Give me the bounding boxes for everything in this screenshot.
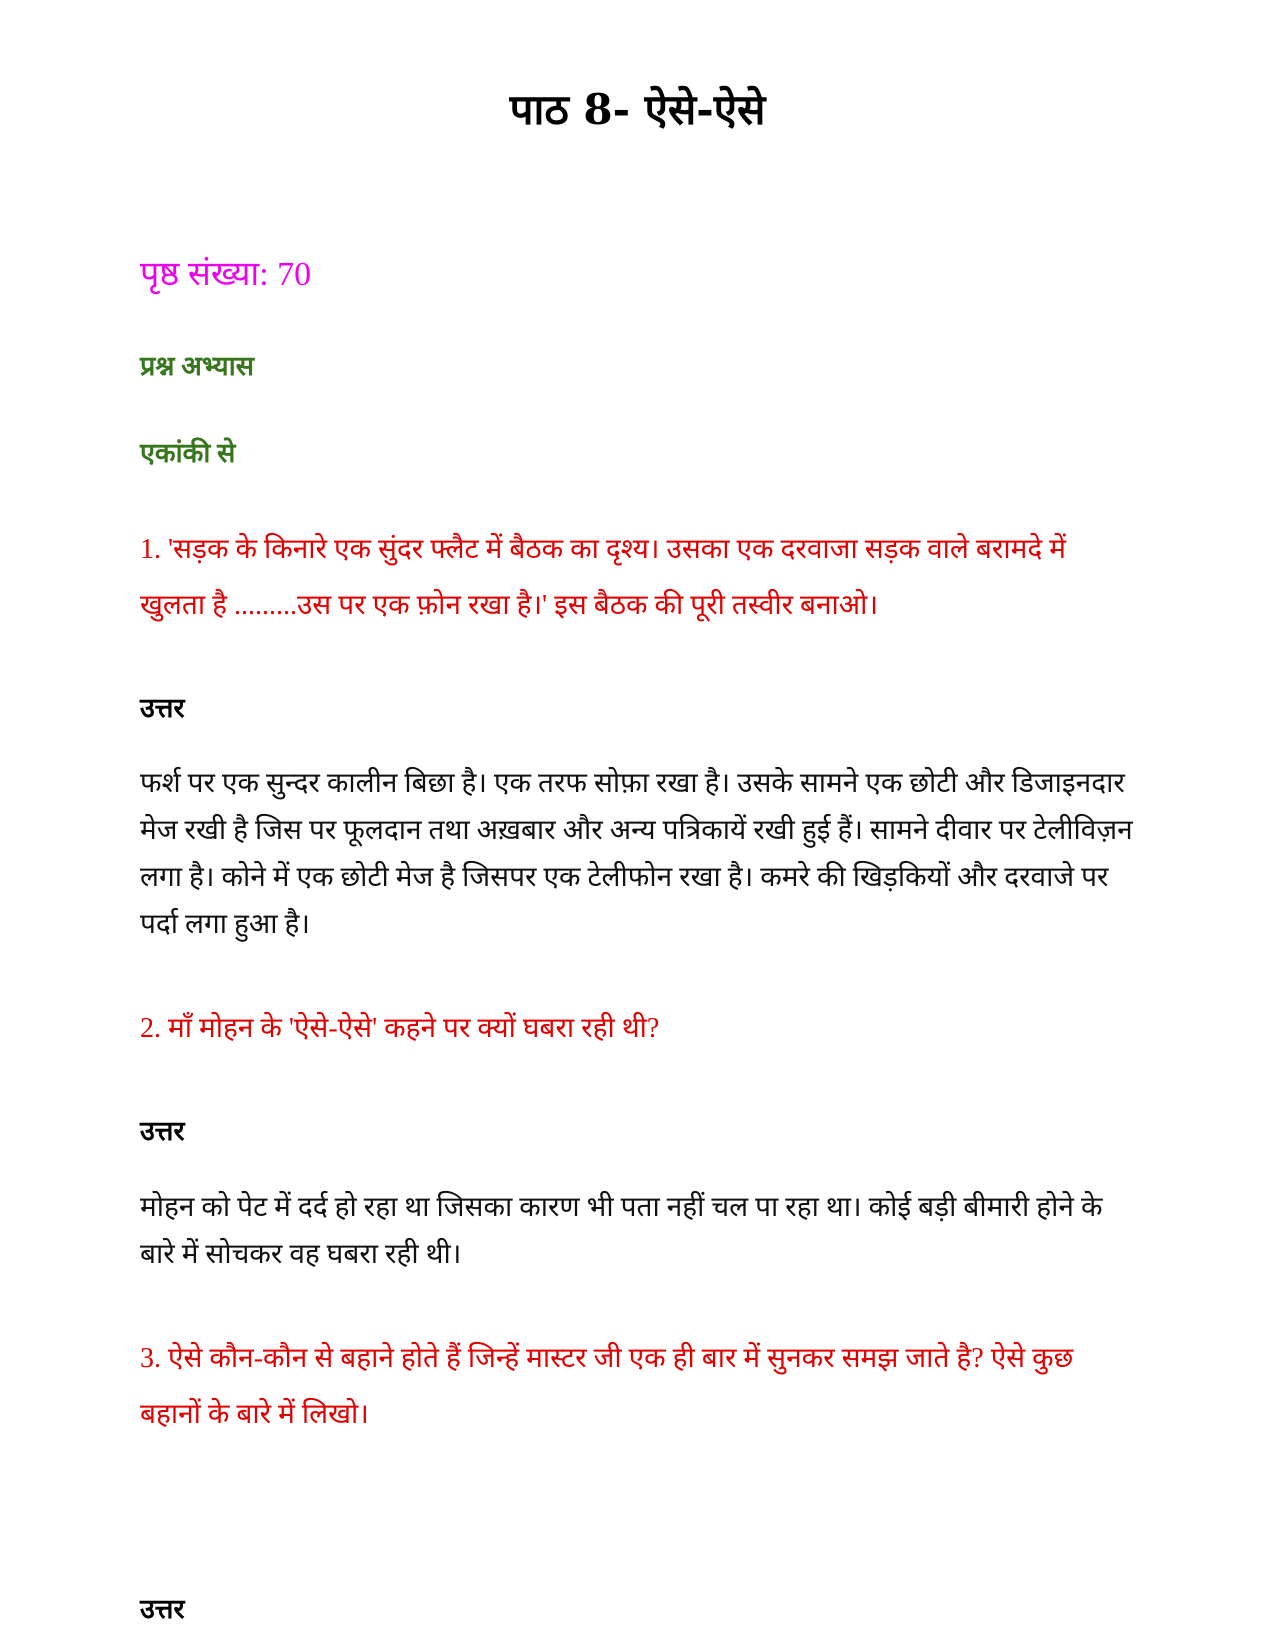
answer-label-1: उत्तर: [140, 692, 185, 723]
answer-1-text: फर्श पर एक सुन्दर कालीन बिछा है। एक तरफ सोफ़ा रखा है। उसके सामने एक छोटी और डिजाइनदार मेज रखी है जिस पर फूलदान तथा अख़बार और अन्य पत्रिकायें रखी हुई हैं। सामने दीवार पर टेलीविज़न लगा है। कोने में एक छोटी मेज है जिसपर एक टेलीफोन रखा है। कमरे की खिड़कियों और दरवाजे पर पर्दा लगा हुआ है।: [140, 768, 1133, 941]
heading-question-exercise: प्रश्न अभ्यास: [140, 351, 254, 382]
question-1-text: 1. 'सड़क के किनारे एक सुंदर फ्लैट में बैठक का दृश्य। उसका एक दरवाजा सड़क वाले बरामदे में खुलता है .........उस पर एक फ़ोन रखा है।' इस बैठक की पूरी तस्वीर बनाओ।: [140, 533, 1066, 621]
question-2-text: 2. माँ मोहन के 'ऐसे-ऐसे' कहने पर क्यों घबरा रही थी?: [140, 1013, 660, 1045]
page-number-label: पृष्ठ संख्या: 70: [140, 256, 312, 294]
answer-2-text: मोहन को पेट में दर्द हो रहा था जिसका कारण भी पता नहीं चल पा रहा था। कोई बड़ी बीमारी होने के बारे में सोचकर वह घबरा रही थी।: [140, 1191, 1103, 1270]
answer-label-3: उत्तर: [140, 1593, 185, 1624]
heading-section-ekanki-se: एकांकी से: [140, 437, 236, 468]
answer-label-2: उत्तर: [140, 1116, 185, 1147]
page-title: पाठ 8- ऐसे-ऐसे: [509, 85, 766, 134]
question-3-text: 3. ऐसे कौन-कौन से बहाने होते हैं जिन्हें मास्टर जी एक ही बार में सुनकर समझ जाते है? ऐसे कुछ बहानों के बारे में लिखो।: [140, 1342, 1074, 1430]
